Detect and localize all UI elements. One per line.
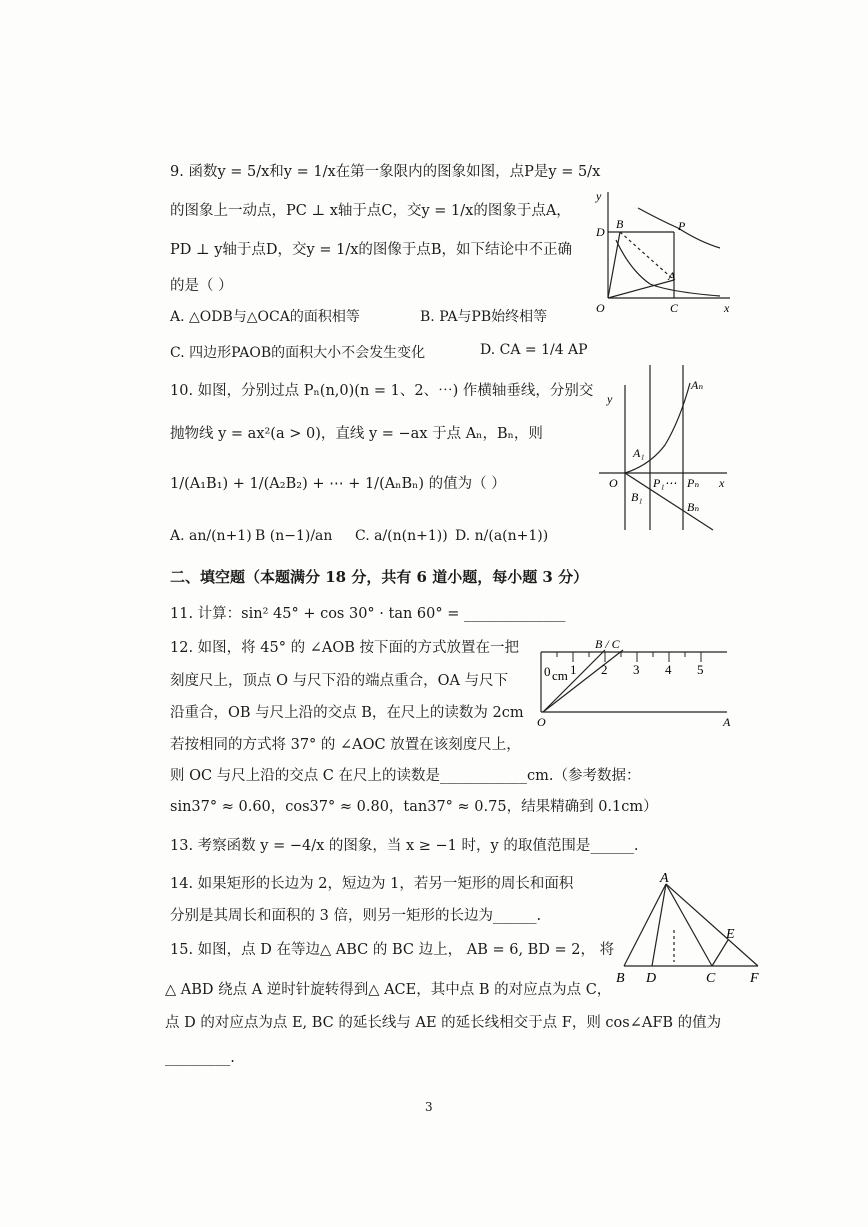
q15-fig-b: B (616, 971, 625, 986)
q9-line-2: 的图象上一动点，PC ⊥ x轴于点C，交y = 1/x的图象于点A， (170, 203, 571, 219)
q12-fig-tick-5: 5 (697, 662, 704, 677)
q15-fig-e: E (726, 927, 735, 942)
q10-figure (595, 365, 735, 535)
q15-fig-d: D (646, 971, 657, 986)
q10-fig-p1: P₁⋯ (653, 476, 677, 490)
q9-option-a: A. △ODB与△OCA的面积相等 (170, 309, 360, 325)
q10-fig-pn: Pₙ (687, 476, 700, 490)
q12-line-5: 则 OC 与尺上沿的交点 C 在尺上的读数是____________cm.（参考数据： (170, 768, 641, 784)
q12-fig-tick-2: 2 (601, 662, 608, 677)
q11-text: 11. 计算：sin² 45° + cos 30° · tan 60° = ______________ (170, 606, 566, 622)
section-heading: 二、填空题（本题满分 18 分，共有 6 道小题，每小题 3 分） (170, 568, 589, 586)
q9-fig-b: B (616, 217, 624, 231)
q9-fig-x: x (724, 301, 730, 315)
q9-line-4: 的是（ ） (170, 278, 233, 294)
q12-fig-a: A (723, 715, 731, 728)
q10-fig-a1: A₁ (633, 446, 645, 460)
q10-sum: 1/(A₁B₁) + 1/(A₂B₂) + ⋯ + 1/(AₙBₙ) 的值为（ ） (170, 476, 506, 492)
q9-option-c: C. 四边形PAOB的面积大小不会发生变化 (170, 345, 426, 361)
q10-line-2: 抛物线 y = ax²(a > 0)，直线 y = −ax 于点 Aₙ，Bₙ，则 (170, 426, 543, 442)
q10-line-1: 10. 如图，分别过点 Pₙ(n,0)(n = 1、2、⋯) 作横轴垂线，分别交 (170, 383, 594, 399)
q15-fig-c: C (706, 971, 716, 986)
q15-figure (610, 872, 770, 990)
q12-fig-tick-4: 4 (665, 662, 672, 677)
q15-fig-a: A (660, 872, 669, 886)
q12-fig-bc: B / C (595, 637, 620, 651)
page-number: 3 (425, 1100, 433, 1114)
q12-figure (535, 636, 735, 728)
q9-fig-d: D (596, 225, 605, 239)
q10-option-a: A. an/(n+1) (170, 528, 252, 544)
q9-line-3: PD ⊥ y轴于点D，交y = 1/x的图像于点B，如下结论中不正确 (170, 242, 573, 258)
q12-line-6: sin37° ≈ 0.60，cos37° ≈ 0.80，tan37° ≈ 0.75，结果精确到 0.1cm） (170, 799, 658, 815)
q9-fig-a: A (668, 269, 676, 283)
q9-fig-o: O (596, 301, 605, 315)
q12-fig-zero: 0 (544, 664, 551, 679)
q15-line-4: _________. (165, 1050, 235, 1066)
q10-fig-bn: Bₙ (687, 500, 700, 514)
q12-line-4: 若按相同的方式将 37° 的 ∠AOC 放置在该刻度尺上， (170, 737, 521, 753)
q9-option-b: B. PA与PB始终相等 (420, 309, 548, 325)
q9-fig-p: P (678, 219, 686, 233)
q14-line-2: 分别是其周长和面积的 3 倍，则另一矩形的长边为______. (170, 908, 542, 924)
q12-line-2: 刻度尺上，顶点 O 与尺下沿的端点重合，OA 与尺下 (170, 673, 509, 689)
q10-fig-an: Aₙ (691, 378, 704, 392)
q10-fig-o: O (609, 476, 618, 490)
q13-text: 13. 考察函数 y = −4/x 的图象，当 x ≥ −1 时，y 的取值范围是______. (170, 838, 639, 854)
q10-option-c: C. a/(n(n+1)) (355, 528, 448, 544)
q10-fig-x: x (719, 476, 725, 490)
q12-fig-o: O (537, 715, 546, 728)
q12-fig-tick-1: 1 (570, 662, 577, 677)
q10-fig-b1: B₁ (631, 490, 643, 504)
q10-option-b: B (n−1)/an (255, 528, 333, 544)
q15-line-2: △ ABD 绕点 A 逆时针旋转得到△ ACE，其中点 B 的对应点为点 C， (165, 982, 612, 998)
q10-option-d: D. n/(a(n+1)) (455, 528, 549, 544)
q12-fig-cm: cm (552, 668, 568, 683)
q15-line-1: 15. 如图，点 D 在等边△ ABC 的 BC 边上， AB = 6, BD = 2， 将 (170, 942, 615, 958)
q12-fig-tick-3: 3 (633, 662, 640, 677)
q9-figure (590, 180, 740, 320)
q15-fig-f: F (750, 971, 759, 986)
q15-line-3: 点 D 的对应点为点 E, BC 的延长线与 AE 的延长线相交于点 F，则 cos∠AFB 的值为 (165, 1015, 722, 1031)
q9-fig-y: y (596, 189, 602, 203)
q9-option-d: D. CA = 1/4 AP (480, 342, 588, 358)
q10-fig-y: y (607, 392, 613, 406)
q9-line-1: 9. 函数y = 5/x和y = 1/x在第一象限内的图象如图，点P是y = 5/x (170, 164, 601, 180)
q12-line-1: 12. 如图，将 45° 的 ∠AOB 按下面的方式放置在一把 (170, 640, 519, 656)
q14-line-1: 14. 如果矩形的长边为 2，短边为 1，若另一矩形的周长和面积 (170, 876, 574, 892)
q9-fig-c: C (670, 301, 679, 315)
q12-line-3: 沿重合，OB 与尺上沿的交点 B，在尺上的读数为 2cm (170, 705, 524, 721)
